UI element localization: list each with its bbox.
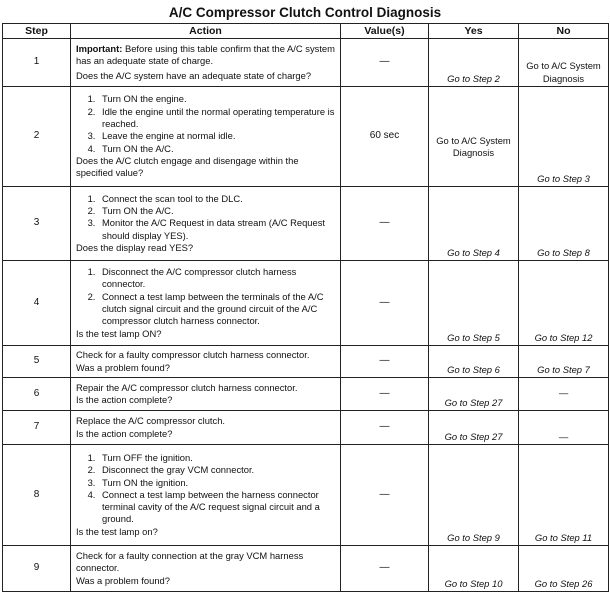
step-number: 6	[3, 378, 71, 411]
yes-cell	[429, 546, 519, 592]
no-link[interactable]: Go to A/C System Diagnosis	[526, 60, 601, 84]
header-action: Action	[71, 24, 341, 39]
table-row	[3, 39, 609, 87]
action-cell	[71, 39, 341, 87]
yes-link[interactable]: Go to Step 6	[447, 363, 500, 375]
header-value: Value(s)	[341, 24, 429, 39]
table-row	[3, 346, 609, 378]
no-link[interactable]: Go to Step 11	[534, 531, 593, 543]
action-cell	[71, 445, 341, 546]
diagnosis-table	[2, 23, 609, 592]
table-row	[3, 261, 609, 346]
action-intro: Check for a faulty compressor clutch harness connector.	[76, 349, 310, 361]
yes-link[interactable]: Go to Step 9	[447, 531, 500, 543]
yes-cell	[429, 411, 519, 445]
action-list	[76, 193, 336, 242]
list-item: 1. Disconnect the A/C compressor clutch harness connector.	[98, 266, 336, 291]
yes-link[interactable]: Go to Step 10	[444, 577, 503, 589]
yes-cell	[429, 39, 519, 87]
yes-cell	[429, 261, 519, 346]
yes-link[interactable]: Go to Step 2	[447, 72, 500, 84]
list-item: 3. Turn ON the ignition.	[98, 477, 336, 489]
yes-cell	[429, 378, 519, 411]
action-list	[76, 452, 336, 526]
header-step: Step	[3, 24, 71, 39]
table-header-row	[3, 24, 609, 39]
important-label: Important:	[76, 43, 123, 55]
list-item: 2. Turn ON the A/C.	[98, 205, 336, 217]
step-number: 7	[3, 411, 71, 445]
yes-link[interactable]: Go to Step 4	[447, 246, 500, 258]
no-link[interactable]: Go to Step 3	[537, 172, 590, 184]
no-value: —	[558, 387, 569, 399]
list-item: 2. Connect a test lamp between the terminals of the A/C clutch signal circuit and the ground circuit of the A/C compressor clutch harness connector.	[98, 291, 336, 328]
table-row	[3, 87, 609, 187]
list-item: 3. Monitor the A/C Request in data stream (A/C Request should display YES).	[98, 217, 336, 242]
action-cell	[71, 346, 341, 378]
value-cell: —	[341, 346, 429, 378]
step-number: 8	[3, 445, 71, 546]
no-cell	[519, 346, 609, 378]
no-cell	[519, 187, 609, 261]
no-value: —	[558, 430, 569, 442]
no-cell	[519, 261, 609, 346]
value-cell: —	[341, 378, 429, 411]
no-cell	[519, 411, 609, 445]
yes-cell	[429, 87, 519, 187]
action-question: Does the display read YES?	[76, 241, 194, 253]
yes-link[interactable]: Go to A/C System Diagnosis	[436, 134, 511, 158]
action-cell	[71, 87, 341, 187]
value-cell: —	[341, 546, 429, 592]
action-intro: Check for a faulty connection at the gray VCM harness connector.	[76, 550, 304, 574]
step-number: 1	[3, 39, 71, 87]
no-link[interactable]: Go to Step 8	[537, 246, 590, 258]
action-list	[76, 266, 336, 327]
action-question: Is the test lamp ON?	[76, 327, 162, 339]
action-cell	[71, 187, 341, 261]
action-list	[76, 93, 336, 154]
action-question: Is the action complete?	[76, 427, 173, 439]
list-item: 1. Connect the scan tool to the DLC.	[98, 193, 336, 205]
list-item: 4. Turn ON the A/C.	[98, 143, 336, 155]
action-question: Was a problem found?	[76, 361, 170, 373]
no-link[interactable]: Go to Step 7	[537, 363, 590, 375]
no-link[interactable]: Go to Step 12	[534, 331, 593, 343]
no-cell	[519, 87, 609, 187]
table-row	[3, 546, 609, 592]
step-number: 2	[3, 87, 71, 187]
action-cell	[71, 411, 341, 445]
action-intro: Before using this table confirm that the A/C system has an adequate state of charge.	[76, 43, 335, 67]
yes-cell	[429, 187, 519, 261]
step-number: 3	[3, 187, 71, 261]
value-cell: 60 sec	[341, 87, 429, 187]
header-yes: Yes	[429, 24, 519, 39]
step-number: 4	[3, 261, 71, 346]
value-cell: —	[341, 445, 429, 546]
action-question: Does the A/C clutch engage and disengage within the specified value?	[76, 154, 299, 179]
step-number: 5	[3, 346, 71, 378]
step-number: 9	[3, 546, 71, 592]
list-item: 4. Connect a test lamp between the harness connector terminal cavity of the A/C request signal circuit and a ground.	[98, 489, 336, 526]
no-cell	[519, 546, 609, 592]
no-cell	[519, 39, 609, 87]
action-question: Is the action complete?	[76, 394, 173, 405]
action-intro: Replace the A/C compressor clutch.	[76, 415, 226, 427]
value-cell: —	[341, 39, 429, 87]
table-row	[3, 187, 609, 261]
action-cell	[71, 261, 341, 346]
table-row	[3, 411, 609, 445]
no-cell	[519, 378, 609, 411]
action-question: Is the test lamp on?	[76, 525, 158, 537]
no-link[interactable]: Go to Step 26	[534, 577, 593, 589]
yes-cell	[429, 445, 519, 546]
action-cell	[71, 378, 341, 411]
action-question: Was a problem found?	[76, 574, 170, 586]
yes-link[interactable]: Go to Step 27	[444, 396, 503, 408]
list-item: 2. Disconnect the gray VCM connector.	[98, 464, 336, 476]
action-cell	[71, 546, 341, 592]
no-cell	[519, 445, 609, 546]
table-row	[3, 445, 609, 546]
list-item: 2. Idle the engine until the normal operating temperature is reached.	[98, 106, 336, 131]
table-row	[3, 378, 609, 411]
value-cell: —	[341, 187, 429, 261]
value-cell: —	[341, 261, 429, 346]
yes-link[interactable]: Go to Step 5	[447, 331, 500, 343]
page-title: A/C Compressor Clutch Control Diagnosis	[168, 5, 442, 20]
list-item: 1. Turn OFF the ignition.	[98, 452, 336, 464]
header-no: No	[519, 24, 609, 39]
value-cell: —	[341, 411, 429, 445]
list-item: 3. Leave the engine at normal idle.	[98, 130, 336, 142]
action-intro: Repair the A/C compressor clutch harness connector.	[76, 381, 298, 393]
action-question: Does the A/C system have an adequate state of charge?	[76, 69, 312, 81]
list-item: 1. Turn ON the engine.	[98, 93, 336, 105]
yes-cell	[429, 346, 519, 378]
yes-link[interactable]: Go to Step 27	[444, 430, 503, 442]
